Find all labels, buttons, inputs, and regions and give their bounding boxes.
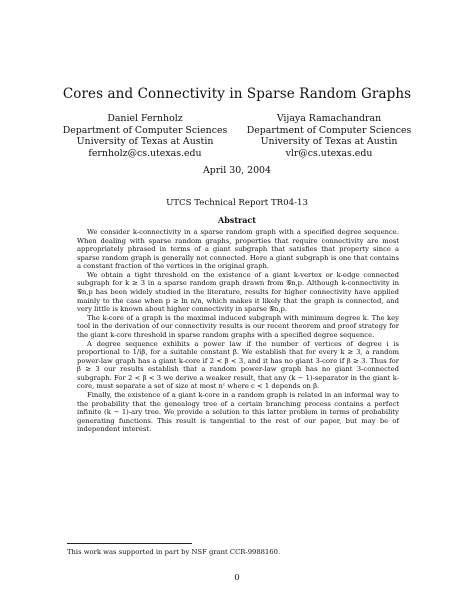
- author-name: Vijaya Ramachandran: [276, 113, 382, 124]
- author-institution: University of Texas at Austin: [76, 136, 214, 147]
- author-name: Daniel Fernholz: [107, 113, 183, 124]
- author-2: [245, 113, 413, 159]
- author-department: Department of Computer Sciences: [246, 124, 412, 136]
- paper-title: Cores and Connectivity in Sparse Random Graphs: [62, 86, 412, 102]
- author-block: [0, 113, 474, 159]
- author-email: vlr@cs.utexas.edu: [285, 147, 373, 159]
- abstract-body: [77, 228, 399, 434]
- abstract-paragraph-5: Finally, the existence of a giant k-core in a random graph is related in an informal way to the probability that the genealogy tree of a certain branching process contains a perfect infinite (k − 1)-ary tree. We provide a solution to this latter problem in terms of probability generating functions. This result is tangential to the rest of our paper, but may be of independent interest.: [77, 390, 399, 434]
- abstract-heading: Abstract: [218, 215, 256, 225]
- author-1: [61, 113, 229, 159]
- author-institution: University of Texas at Austin: [260, 136, 398, 147]
- abstract-paragraph-2: We obtain a tight threshold on the existence of a giant k-vertex or k-edge connected subgraph for k ≥ 3 in a sparse random graph drawn from 𝒢n,p. Although k-connectivity in 𝒢n,p has been widely studied in the literature, results for higher connectivity have applied mainly to the case when p ≥ ln n/n, which makes it likely that the graph is connected, and very little is known about higher connectivity in sparse 𝒢n,p.: [77, 270, 399, 314]
- page-number: 0: [234, 573, 240, 583]
- abstract-paragraph-4: A degree sequence exhibits a power law if the number of vertices of degree i is proportional to 1/iβ, for a suitable constant β. We establish that for every k ≥ 3, a random power-law graph has a giant k-core if 2 < β < 3, and it has no giant 3-core if β ≥ 3. Thus for β ≥ 3 our results establish that a random power-law graph has no giant 3-connected subgraph. For 2 < β < 3 we derive a weaker result, that any (k − 1)-separator in the giant k-core, must separate a set of size at most nᶜ where c < 1 depends on β.: [77, 339, 399, 391]
- author-department: Department of Computer Sciences: [62, 124, 228, 136]
- footnote-rule: [67, 543, 192, 544]
- abstract-paragraph-3: The k-core of a graph is the maximal induced subgraph with minimum degree k. The key tool in the derivation of our connectivity results is our recent theorem and proof strategy for the giant k-core threshold in sparse random graphs with a specified degree sequence.: [77, 313, 399, 339]
- author-email: fernholz@cs.utexas.edu: [88, 147, 202, 159]
- report-number: UTCS Technical Report TR04-13: [166, 198, 308, 208]
- footnote: This work was supported in part by NSF grant CCR-9988160.: [67, 548, 281, 556]
- paper-date: April 30, 2004: [203, 165, 271, 176]
- abstract-paragraph-1: We consider k-connectivity in a sparse random graph with a specified degree sequence. When dealing with sparse random graphs, properties that require connectivity are most appropriately phrased in terms of a giant subgraph that satisfies that property since a sparse random graph is generally not connected. Here a giant subgraph is one that contains a constant fraction of the vertices in the original graph.: [77, 228, 399, 271]
